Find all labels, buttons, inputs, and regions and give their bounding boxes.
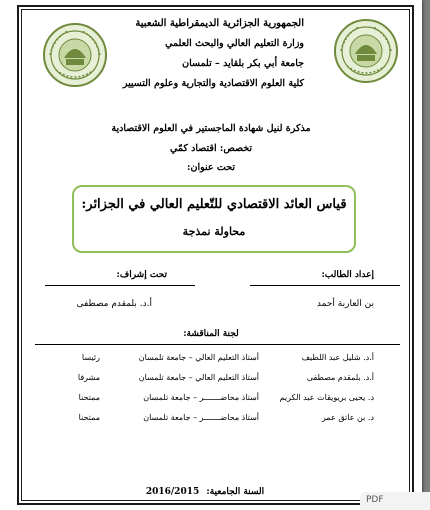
thesis-specialty: تخصص: اقتصاد كمّي xyxy=(169,143,253,154)
committee-member-name: أ.د. بلمقدم مصطفى xyxy=(306,373,374,382)
header-university: جامعة أبي بكر بلقايد – تلمسان xyxy=(182,58,304,69)
committee-separator xyxy=(35,344,400,345)
prepared-by-underline xyxy=(250,285,400,286)
supervisor-name: أ.د. بلمقدم مصطفى xyxy=(76,299,152,309)
thesis-title-line2: محاولة نمذجة xyxy=(182,225,246,238)
committee-member-position: أستاذ محاضـــــــر – جامعة تلمسان xyxy=(143,413,259,422)
university-seal-right-icon xyxy=(333,18,399,84)
committee-member-role: ممتحنا xyxy=(78,393,100,402)
committee-member-name: أ.د. شليل عبد اللطيف xyxy=(301,353,374,362)
committee-member-name: د. بن عاتق عمر xyxy=(322,413,374,422)
committee-member-role: مشرفا xyxy=(77,373,100,382)
university-seal-left-icon xyxy=(42,22,108,88)
academic-year xyxy=(0,487,416,497)
thesis-title-box xyxy=(72,185,356,253)
thesis-title-line1: قياس العائد الاقتصادي للتّعليم العالي في الجزائر: xyxy=(81,197,347,212)
committee-member-name: د. يحيى بريويقات عبد الكريم xyxy=(279,393,374,402)
committee-member-position: أستاذ التعليم العالي – جامعة تلمسان xyxy=(138,373,259,382)
academic-year-value: 2016/2015 xyxy=(145,487,200,497)
committee-label: لجنة المناقشة: xyxy=(183,329,239,339)
header-faculty: كلية العلوم الاقتصادية والتجارية وعلوم التسيير xyxy=(122,78,304,89)
thesis-under-title: تحت عنوان: xyxy=(187,162,235,173)
student-name: بن العاربة أحمد xyxy=(316,299,374,309)
academic-year-label: السنة الجامعية: xyxy=(206,487,265,497)
committee-member-position: أستاذ محاضـــــــر – جامعة تلمسان xyxy=(143,393,259,402)
supervisor-underline xyxy=(45,285,195,286)
viewer-overlay-badge[interactable]: PDF xyxy=(360,492,430,510)
thesis-degree: مذكرة لنيل شهادة الماجستير في العلوم الاقتصادية xyxy=(111,123,311,134)
header-ministry: وزارة التعليم العالي والبحث العلمي xyxy=(165,38,304,49)
committee-member-role: ممتحنا xyxy=(78,413,100,422)
committee-member-position: أستاذ التعليم العالي – جامعة تلمسان xyxy=(138,353,259,362)
header-republic: الجمهورية الجزائرية الديمقراطية الشعبية xyxy=(135,18,304,29)
supervisor-label: تحت إشراف: xyxy=(116,270,167,280)
committee-member-role: رئيسا xyxy=(81,353,100,362)
prepared-by-label: إعداد الطالب: xyxy=(321,270,374,280)
